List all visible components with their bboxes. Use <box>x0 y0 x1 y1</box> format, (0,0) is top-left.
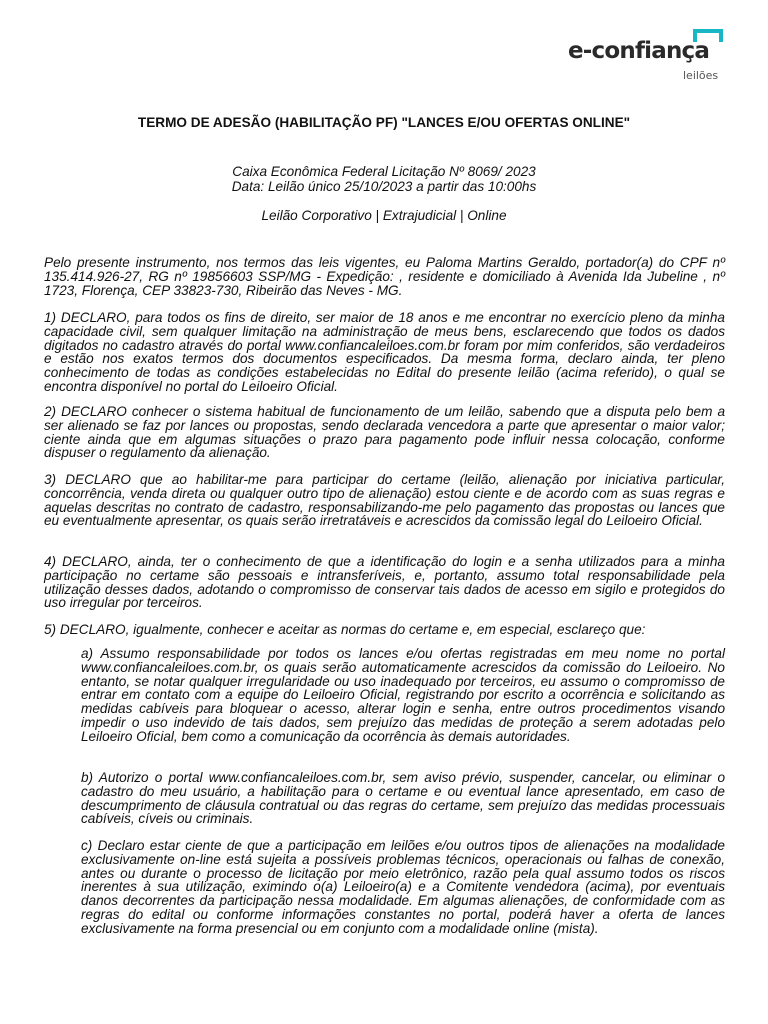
logo-wordmark: e-confiança <box>568 38 710 64</box>
clause-5a: a) Assumo responsabilidade por todos os lances e/ou ofertas registradas em meu nome no portal www.confiancaleiloes.com.br, os quais serão automaticamente acrescidos da comissão do Leiloeiro. No entanto, se notar qualquer irregularidade ou uso inadequado por terceiros, eu assumo o compromisso de entrar em contato com a equipe do Leiloeiro Oficial, registrando por escrito a ocorrência e solicitando as medidas cabíveis para bloquear o acesso, alterar login e senha, entre outros procedimentos visando impedir o uso indevido de tais dados, sem prejuízo das medidas de proteção a serem adotadas pelo Leiloeiro Oficial, bem como a comunicação da ocorrência às demais autoridades. <box>81 646 725 744</box>
logo-subtitle: leilões <box>683 69 719 82</box>
document-title: TERMO DE ADESÃO (HABILITAÇÃO PF) "LANCES E/OU OFERTAS ONLINE" <box>137 115 631 130</box>
clause-3: 3) DECLARO que ao habilitar-me para participar do certame (leilão, alienação por iniciativa particular, concorrência, venda direta ou qualquer outro tipo de alienação) estou ciente e de acordo com as suas regras e aquelas descritas no contrato de cadastro, responsabilizando-me pelo pagamento das propostas ou lances que eu eventualmente apresentar, os quais serão irretratáveis e acrescidos da comissão legal do Leiloeiro Oficial. <box>44 472 725 529</box>
clause-2: 2) DECLARO conhecer o sistema habitual de funcionamento de um leilão, sabendo que a disputa pelo bem a ser alienado se faz por lances ou propostas, sendo declarada vencedora a parte que apresentar o maior valor; ciente ainda que em algumas situações o prazo para pagamento pode influir nessa colocação, conforme dispuser o regulamento da alienação. <box>44 404 725 461</box>
intro-paragraph: Pelo presente instrumento, nos termos das leis vigentes, eu Paloma Martins Geraldo, portador(a) do CPF nº 135.414.926-27, RG nº 19856603 SSP/MG - Expedição: , residente e domiciliado à Avenida Ida Jubeline , nº 1723, Florença, CEP 33823-730, Ribeirão das Neves - MG. <box>44 255 725 298</box>
clause-1: 1) DECLARO, para todos os fins de direito, ser maior de 18 anos e me encontrar no exercício pleno da minha capacidade civil, sem qualquer limitação na administração de meus bens, esclarecendo que todos os dados digitados no cadastro através do portal www.confiancaleiloes.com.br foram por mim conferidos, são verdadeiros e estão nos exatos termos dos documentos especificados. Da mesma forma, declaro ainda, ter pleno conhecimento de todas as condições estabelecidas no Edital do presente leilão (acima referido), o qual se encontra disponível no portal do Leiloeiro Oficial. <box>44 310 725 394</box>
auction-reference: Caixa Econômica Federal Licitação Nº 8069/ 2023 <box>232 164 536 179</box>
clause-5c: c) Declaro estar ciente de que a participação em leilões e/ou outros tipos de alienações na modalidade exclusivamente on-line está sujeita a possíveis problemas técnicos, operacionais ou falhas de conexão, antes ou durante o processo de licitação por meio eletrônico, razão pela qual assumo todos os riscos inerentes à sua utilização, eximindo o(a) Leiloeiro(a) e a Comitente vendedora (acima), por eventuais danos decorrentes da participação nessa modalidade. Em algumas alienações, de conformidade com as regras do edital ou conforme informações constantes no portal, poderá haver a oferta de lances exclusivamente na forma presencial ou em conjunto com a modalidade online (mista). <box>81 838 725 936</box>
clause-4: 4) DECLARO, ainda, ter o conhecimento de que a identificação do login e a senha utilizados para a minha participação no certame são pessoais e intransferíveis, e, portanto, assumo total responsabilidade pela utilização desses dados, adotando o compromisso de conservar tais dados de acesso em sigilo e protegidos do uso irregular por terceiros. <box>44 554 725 611</box>
clause-5b: b) Autorizo o portal www.confiancaleiloes.com.br, sem aviso prévio, suspender, cancelar, ou eliminar o cadastro do meu usuário, a habilitação para o certame e ou eventual lance apresentado, em caso de descumprimento de cláusula contratual ou das regras do certame, sem prejuízo das medidas processuais cabíveis, cíveis ou criminais. <box>81 770 725 827</box>
e-confianca-logo <box>566 28 726 86</box>
clause-5: 5) DECLARO, igualmente, conhecer e aceitar as normas do certame e, em especial, esclareço que: <box>44 622 646 637</box>
auction-date: Data: Leilão único 25/10/2023 a partir das 10:00hs <box>231 179 537 194</box>
auction-type: Leilão Corporativo | Extrajudicial | Online <box>261 208 507 223</box>
